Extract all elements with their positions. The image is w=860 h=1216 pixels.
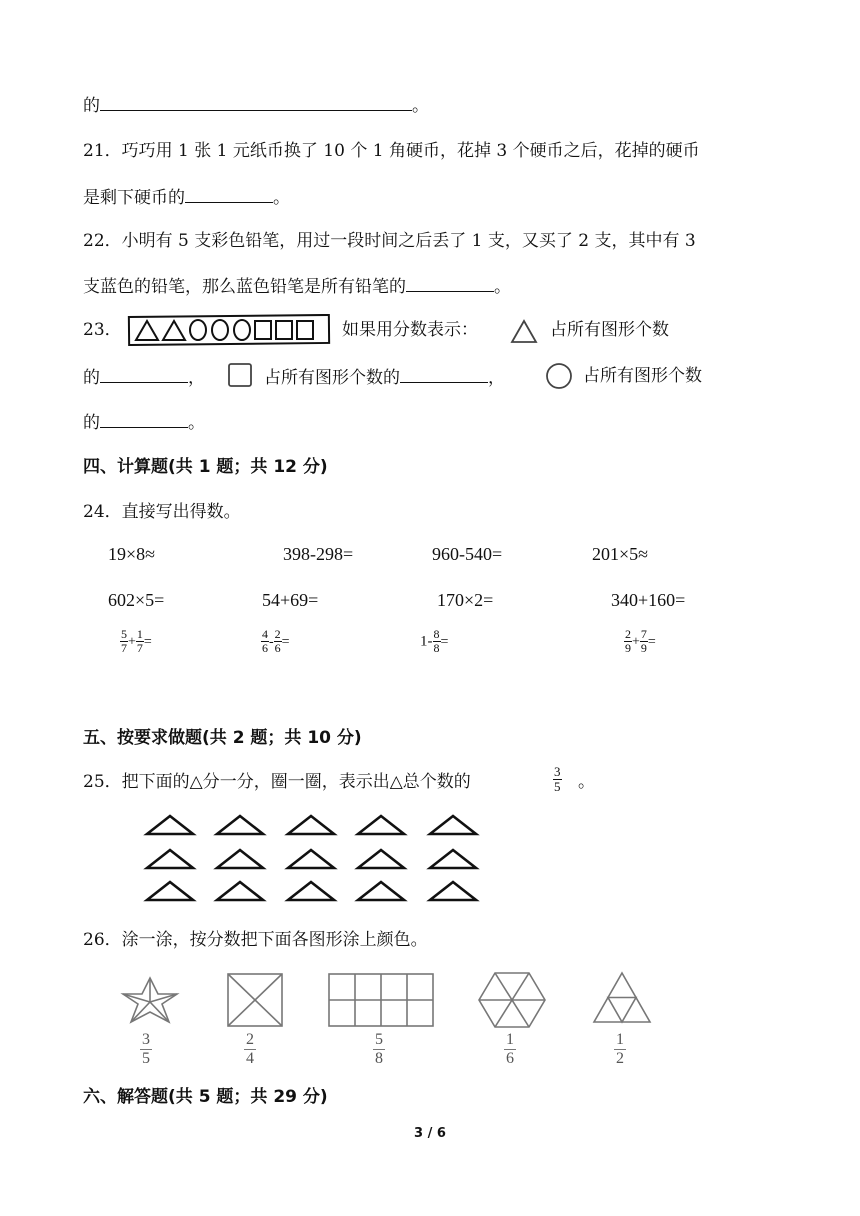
square-icon bbox=[255, 321, 271, 339]
section5-title: 五、按要求做题(共 2 题；共 10 分) bbox=[83, 728, 362, 748]
calc-fraction-item: $\frac{2}{9}$ + $\frac{7}{9}$ = bbox=[625, 627, 656, 655]
triangles-grid[interactable] bbox=[140, 810, 485, 910]
calc-item: 201×5≈ bbox=[592, 544, 649, 564]
triangle-icon bbox=[217, 816, 263, 834]
q23-tri-text: 占所有图形个数 bbox=[550, 320, 669, 340]
rectangle-grid-shape[interactable] bbox=[326, 972, 436, 1028]
square-icon bbox=[297, 321, 313, 339]
circle-icon bbox=[545, 362, 573, 390]
shapes-box bbox=[127, 314, 331, 346]
section4-title: 四、计算题(共 1 题；共 12 分) bbox=[83, 457, 328, 477]
q23-circ-text: 占所有图形个数 bbox=[583, 366, 702, 386]
q20-tail: 的 。 bbox=[83, 92, 429, 118]
triangle-icon bbox=[163, 321, 185, 340]
calc-fraction-item: 1- $\frac{8}{8}$ = bbox=[420, 627, 449, 655]
calc-fraction-item: $\frac{4}{6}$ - $\frac{2}{6}$ = bbox=[262, 627, 290, 655]
circle-icon bbox=[234, 320, 250, 340]
square-icon bbox=[227, 362, 253, 388]
fraction-label: 1 6 bbox=[506, 1031, 514, 1067]
q22-line1: 22．小明有 5 支彩色铅笔，用过一段时间之后丢了 1 支，又买了 2 支，其中有 3 bbox=[83, 231, 696, 251]
answer-blank[interactable] bbox=[185, 184, 273, 203]
triangle-icon bbox=[358, 816, 404, 834]
circle-icon bbox=[212, 320, 228, 340]
triangle-shape[interactable] bbox=[591, 970, 653, 1026]
calc-item: 602×5= bbox=[108, 590, 165, 610]
calc-item: 960-540= bbox=[432, 544, 503, 564]
triangle-icon bbox=[430, 882, 476, 900]
triangle-icon bbox=[288, 816, 334, 834]
q25-suffix: 。 bbox=[578, 772, 595, 792]
calc-fraction-item: $\frac{5}{7}$ + $\frac{1}{7}$ = bbox=[121, 627, 152, 655]
triangle-icon bbox=[217, 882, 263, 900]
answer-blank[interactable] bbox=[100, 364, 188, 383]
q23-number: 23． bbox=[83, 320, 122, 340]
triangle-icon bbox=[358, 850, 404, 868]
answer-blank[interactable] bbox=[100, 409, 188, 428]
answer-blank[interactable] bbox=[400, 364, 488, 383]
q23-line3: 的 。 bbox=[83, 409, 205, 435]
triangle-icon bbox=[147, 882, 193, 900]
square-icon bbox=[276, 321, 292, 339]
hexagon-shape[interactable] bbox=[477, 970, 547, 1030]
q23-line2: 的 ， bbox=[83, 364, 205, 390]
section6-title: 六、解答题(共 5 题；共 29 分) bbox=[83, 1087, 328, 1107]
fraction-label: 2 4 bbox=[246, 1031, 254, 1067]
calc-item: 54+69= bbox=[262, 590, 319, 610]
q25-text: 25．把下面的△分一分，圈一圈，表示出△总个数的 bbox=[83, 772, 471, 792]
fraction-label: 3 5 bbox=[142, 1031, 150, 1067]
triangle-icon bbox=[217, 850, 263, 868]
calc-item: 340+160= bbox=[611, 590, 686, 610]
triangle-icon bbox=[510, 318, 538, 344]
q23-intro: 如果用分数表示： bbox=[342, 320, 478, 340]
q22-line2: 支蓝色的铅笔，那么蓝色铅笔是所有铅笔的 。 bbox=[83, 273, 511, 299]
q21-line2: 是剩下硬币的 。 bbox=[83, 184, 290, 210]
answer-blank[interactable] bbox=[100, 92, 412, 111]
q24-title: 24．直接写出得数。 bbox=[83, 502, 241, 522]
triangle-icon bbox=[136, 321, 158, 340]
calc-item: 398-298= bbox=[283, 544, 354, 564]
triangle-icon bbox=[288, 850, 334, 868]
triangle-icon bbox=[147, 816, 193, 834]
q21-line1: 21．巧巧用 1 张 1 元纸币换了 10 个 1 角硬币，花掉 3 个硬币之后，花掉的硬币 bbox=[83, 141, 700, 161]
triangle-icon bbox=[288, 882, 334, 900]
triangle-icon bbox=[430, 850, 476, 868]
circle-icon bbox=[190, 320, 206, 340]
square-shape[interactable] bbox=[225, 972, 285, 1028]
q26-text: 26．涂一涂，按分数把下面各图形涂上颜色。 bbox=[83, 930, 428, 950]
fraction-label: 5 8 bbox=[375, 1031, 383, 1067]
triangle-icon bbox=[358, 882, 404, 900]
page-number: 3 / 6 bbox=[414, 1126, 446, 1141]
star-shape[interactable] bbox=[115, 975, 185, 1027]
triangle-icon bbox=[147, 850, 193, 868]
calc-item: 170×2= bbox=[437, 590, 494, 610]
triangle-icon bbox=[430, 816, 476, 834]
q23-sq: 占所有图形个数的 ， bbox=[264, 364, 505, 390]
fraction-label: 1 2 bbox=[616, 1031, 624, 1067]
answer-blank[interactable] bbox=[406, 273, 494, 292]
calc-item: 19×8≈ bbox=[108, 544, 156, 564]
q25-fraction: $\frac{3}{5}$ bbox=[554, 764, 561, 794]
